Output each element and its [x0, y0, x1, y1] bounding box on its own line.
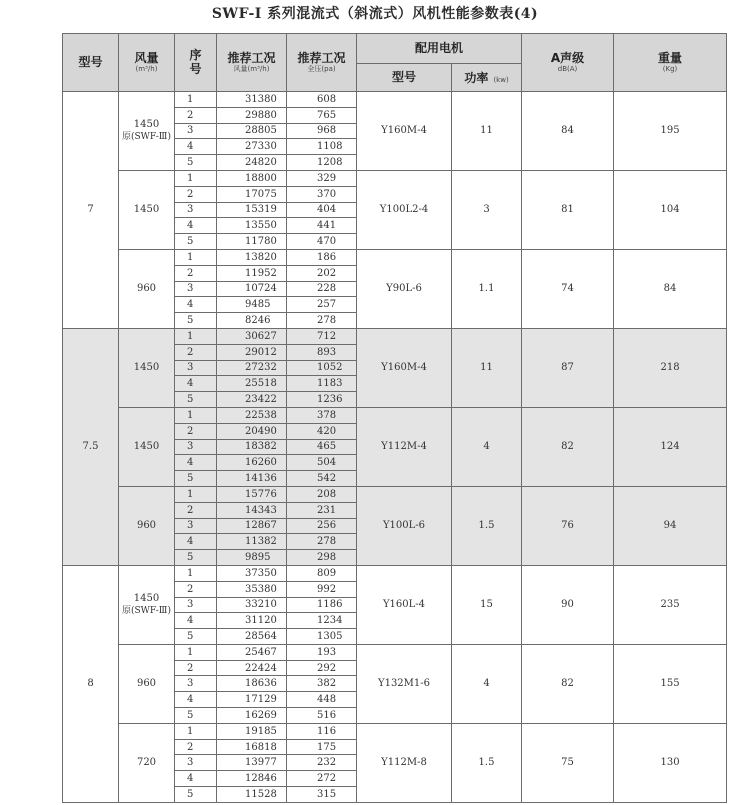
airflow-cell: 25467: [217, 644, 287, 660]
seq-cell: 1: [175, 407, 217, 423]
model-cell: 7: [63, 92, 119, 329]
seq-cell: 5: [175, 313, 217, 329]
pressure-cell: 202: [287, 265, 357, 281]
pressure-cell: 256: [287, 518, 357, 534]
airflow-cell: 18800: [217, 170, 287, 186]
pressure-cell: 232: [287, 755, 357, 771]
motor-power-cell: 1.5: [452, 486, 522, 565]
airflow-cell: 27330: [217, 139, 287, 155]
table-row: [63, 328, 727, 344]
header-model: 型号: [63, 34, 119, 92]
seq-cell: 1: [175, 92, 217, 108]
pressure-cell: 608: [287, 92, 357, 108]
seq-cell: 2: [175, 265, 217, 281]
seq-cell: 2: [175, 423, 217, 439]
airflow-speed-cell: [119, 486, 175, 565]
airflow-cell: 16269: [217, 708, 287, 724]
seq-cell: 2: [175, 502, 217, 518]
pressure-cell: 404: [287, 202, 357, 218]
speed-value: 1450: [133, 362, 160, 374]
seq-cell: 4: [175, 455, 217, 471]
airflow-cell: 28805: [217, 123, 287, 139]
performance-table: [62, 33, 727, 803]
weight-cell: 94: [614, 486, 727, 565]
pressure-cell: 370: [287, 186, 357, 202]
noise-cell: 82: [522, 407, 614, 486]
weight-cell: 218: [614, 328, 727, 407]
motor-model-cell: Y160M-4: [357, 92, 452, 171]
weight-cell: 130: [614, 723, 727, 802]
speed-value: 1450: [133, 204, 160, 216]
seq-cell: 3: [175, 281, 217, 297]
motor-model-cell: Y112M-8: [357, 723, 452, 802]
airflow-cell: 18636: [217, 676, 287, 692]
header-noise: A声级 dB(A): [522, 34, 614, 92]
pressure-cell: 315: [287, 787, 357, 803]
seq-cell: 3: [175, 676, 217, 692]
motor-model-cell: Y90L-6: [357, 249, 452, 328]
seq-cell: 3: [175, 123, 217, 139]
airflow-cell: 25518: [217, 376, 287, 392]
motor-power-cell: 1.5: [452, 723, 522, 802]
header-weight: 重量 (Kg): [614, 34, 727, 92]
table-row: [63, 486, 727, 502]
pressure-cell: 257: [287, 297, 357, 313]
seq-cell: 5: [175, 155, 217, 171]
airflow-cell: 19185: [217, 723, 287, 739]
pressure-cell: 278: [287, 534, 357, 550]
seq-cell: 5: [175, 234, 217, 250]
alt-series-note: 原(SWF-Ⅲ): [122, 605, 171, 616]
airflow-cell: 18382: [217, 439, 287, 455]
motor-model-cell: Y132M1-6: [357, 644, 452, 723]
seq-cell: 3: [175, 518, 217, 534]
airflow-speed-cell: [119, 170, 175, 249]
pressure-cell: 516: [287, 708, 357, 724]
pressure-cell: 116: [287, 723, 357, 739]
airflow-speed-cell: [119, 644, 175, 723]
seq-cell: 4: [175, 692, 217, 708]
airflow-speed-cell: [119, 565, 175, 644]
airflow-cell: 31120: [217, 613, 287, 629]
motor-power-cell: 11: [452, 328, 522, 407]
pressure-cell: 382: [287, 676, 357, 692]
speed-value: 720: [136, 757, 157, 769]
airflow-cell: 16818: [217, 739, 287, 755]
airflow-cell: 20490: [217, 423, 287, 439]
seq-cell: 2: [175, 186, 217, 202]
pressure-cell: 1234: [287, 613, 357, 629]
airflow-speed-cell: [119, 723, 175, 802]
speed-value: 1450: [133, 118, 160, 130]
table-row: [63, 170, 727, 186]
weight-cell: 195: [614, 92, 727, 171]
noise-cell: 75: [522, 723, 614, 802]
airflow-cell: 15319: [217, 202, 287, 218]
seq-cell: 4: [175, 297, 217, 313]
pressure-cell: 504: [287, 455, 357, 471]
seq-cell: 1: [175, 644, 217, 660]
pressure-cell: 968: [287, 123, 357, 139]
airflow-cell: 30627: [217, 328, 287, 344]
pressure-cell: 272: [287, 771, 357, 787]
airflow-cell: 22424: [217, 660, 287, 676]
pressure-cell: 1208: [287, 155, 357, 171]
pressure-cell: 1186: [287, 597, 357, 613]
airflow-cell: 37350: [217, 565, 287, 581]
seq-cell: 5: [175, 550, 217, 566]
pressure-cell: 542: [287, 471, 357, 487]
pressure-cell: 186: [287, 249, 357, 265]
seq-cell: 1: [175, 723, 217, 739]
seq-cell: 3: [175, 597, 217, 613]
motor-model-cell: Y160M-4: [357, 328, 452, 407]
airflow-cell: 12867: [217, 518, 287, 534]
weight-cell: 124: [614, 407, 727, 486]
header-motor: 配用电机: [357, 34, 522, 64]
airflow-cell: 29012: [217, 344, 287, 360]
airflow-cell: 28564: [217, 629, 287, 645]
airflow-speed-cell: [119, 92, 175, 171]
table-row: [63, 92, 727, 108]
seq-cell: 2: [175, 107, 217, 123]
header-recommend-airflow: 推荐工况 风量(m³/h): [217, 34, 287, 92]
airflow-cell: 33210: [217, 597, 287, 613]
airflow-cell: 35380: [217, 581, 287, 597]
pressure-cell: 231: [287, 502, 357, 518]
seq-cell: 2: [175, 344, 217, 360]
seq-cell: 4: [175, 376, 217, 392]
airflow-cell: 29880: [217, 107, 287, 123]
seq-cell: 4: [175, 771, 217, 787]
model-cell: 7.5: [63, 328, 119, 565]
seq-cell: 5: [175, 629, 217, 645]
seq-cell: 3: [175, 360, 217, 376]
seq-cell: 1: [175, 328, 217, 344]
header-airflow: 风量 (m³/h): [119, 34, 175, 92]
seq-cell: 1: [175, 249, 217, 265]
table-row: [63, 249, 727, 265]
header-motor-model: 型号: [357, 64, 452, 92]
pressure-cell: 712: [287, 328, 357, 344]
speed-value: 960: [136, 520, 157, 532]
airflow-cell: 27232: [217, 360, 287, 376]
seq-cell: 5: [175, 471, 217, 487]
pressure-cell: 992: [287, 581, 357, 597]
motor-power-cell: 15: [452, 565, 522, 644]
pressure-cell: 175: [287, 739, 357, 755]
seq-cell: 1: [175, 565, 217, 581]
motor-power-cell: 3: [452, 170, 522, 249]
pressure-cell: 278: [287, 313, 357, 329]
airflow-speed-cell: [119, 407, 175, 486]
pressure-cell: 378: [287, 407, 357, 423]
airflow-cell: 11952: [217, 265, 287, 281]
airflow-cell: 16260: [217, 455, 287, 471]
pressure-cell: 441: [287, 218, 357, 234]
pressure-cell: 465: [287, 439, 357, 455]
pressure-cell: 809: [287, 565, 357, 581]
airflow-speed-cell: [119, 249, 175, 328]
motor-model-cell: Y160L-4: [357, 565, 452, 644]
airflow-cell: 8246: [217, 313, 287, 329]
seq-cell: 2: [175, 739, 217, 755]
airflow-cell: 13550: [217, 218, 287, 234]
table-row: [63, 565, 727, 581]
seq-cell: 4: [175, 534, 217, 550]
pressure-cell: 1305: [287, 629, 357, 645]
pressure-cell: 1052: [287, 360, 357, 376]
table-row: [63, 723, 727, 739]
seq-cell: 3: [175, 202, 217, 218]
seq-cell: 2: [175, 660, 217, 676]
pressure-cell: 765: [287, 107, 357, 123]
noise-cell: 87: [522, 328, 614, 407]
motor-power-cell: 4: [452, 407, 522, 486]
pressure-cell: 228: [287, 281, 357, 297]
weight-cell: 155: [614, 644, 727, 723]
table-row: [63, 407, 727, 423]
noise-cell: 82: [522, 644, 614, 723]
seq-cell: 4: [175, 218, 217, 234]
airflow-cell: 11382: [217, 534, 287, 550]
motor-power-cell: 4: [452, 644, 522, 723]
noise-cell: 81: [522, 170, 614, 249]
airflow-cell: 31380: [217, 92, 287, 108]
noise-cell: 74: [522, 249, 614, 328]
speed-value: 960: [136, 678, 157, 690]
pressure-cell: 1183: [287, 376, 357, 392]
speed-value: 1450: [133, 441, 160, 453]
pressure-cell: 1108: [287, 139, 357, 155]
motor-model-cell: Y100L2-4: [357, 170, 452, 249]
header-seq: 序号: [175, 34, 217, 92]
motor-model-cell: Y100L-6: [357, 486, 452, 565]
model-cell: 8: [63, 565, 119, 802]
airflow-cell: 13820: [217, 249, 287, 265]
airflow-cell: 17075: [217, 186, 287, 202]
airflow-cell: 14136: [217, 471, 287, 487]
airflow-cell: 13977: [217, 755, 287, 771]
airflow-cell: 23422: [217, 392, 287, 408]
seq-cell: 5: [175, 787, 217, 803]
motor-power-cell: 11: [452, 92, 522, 171]
pressure-cell: 193: [287, 644, 357, 660]
pressure-cell: 420: [287, 423, 357, 439]
pressure-cell: 470: [287, 234, 357, 250]
airflow-cell: 9485: [217, 297, 287, 313]
airflow-cell: 14343: [217, 502, 287, 518]
noise-cell: 76: [522, 486, 614, 565]
pressure-cell: 1236: [287, 392, 357, 408]
speed-value: 960: [136, 283, 157, 295]
airflow-cell: 11528: [217, 787, 287, 803]
airflow-cell: 15776: [217, 486, 287, 502]
airflow-cell: 9895: [217, 550, 287, 566]
speed-value: 1450: [133, 592, 160, 604]
pressure-cell: 298: [287, 550, 357, 566]
table-row: [63, 644, 727, 660]
seq-cell: 4: [175, 139, 217, 155]
motor-power-cell: 1.1: [452, 249, 522, 328]
seq-cell: 2: [175, 581, 217, 597]
seq-cell: 1: [175, 170, 217, 186]
airflow-cell: 11780: [217, 234, 287, 250]
seq-cell: 5: [175, 392, 217, 408]
pressure-cell: 208: [287, 486, 357, 502]
table-body: [63, 92, 727, 803]
header-motor-power: 功率 (kw): [452, 64, 522, 92]
pressure-cell: 893: [287, 344, 357, 360]
pressure-cell: 448: [287, 692, 357, 708]
pressure-cell: 292: [287, 660, 357, 676]
airflow-cell: 24820: [217, 155, 287, 171]
airflow-cell: 22538: [217, 407, 287, 423]
noise-cell: 90: [522, 565, 614, 644]
motor-model-cell: Y112M-4: [357, 407, 452, 486]
weight-cell: 104: [614, 170, 727, 249]
weight-cell: 235: [614, 565, 727, 644]
airflow-speed-cell: [119, 328, 175, 407]
alt-series-note: 原(SWF-Ⅲ): [122, 131, 171, 142]
page-title: SWF-Ⅰ 系列混流式（斜流式）风机性能参数表(4): [211, 6, 539, 22]
noise-cell: 84: [522, 92, 614, 171]
airflow-cell: 12846: [217, 771, 287, 787]
seq-cell: 4: [175, 613, 217, 629]
airflow-cell: 17129: [217, 692, 287, 708]
pressure-cell: 329: [287, 170, 357, 186]
seq-cell: 3: [175, 755, 217, 771]
seq-cell: 5: [175, 708, 217, 724]
airflow-cell: 10724: [217, 281, 287, 297]
seq-cell: 1: [175, 486, 217, 502]
weight-cell: 84: [614, 249, 727, 328]
header-recommend-pressure: 推荐工况 全压(pa): [287, 34, 357, 92]
seq-cell: 3: [175, 439, 217, 455]
